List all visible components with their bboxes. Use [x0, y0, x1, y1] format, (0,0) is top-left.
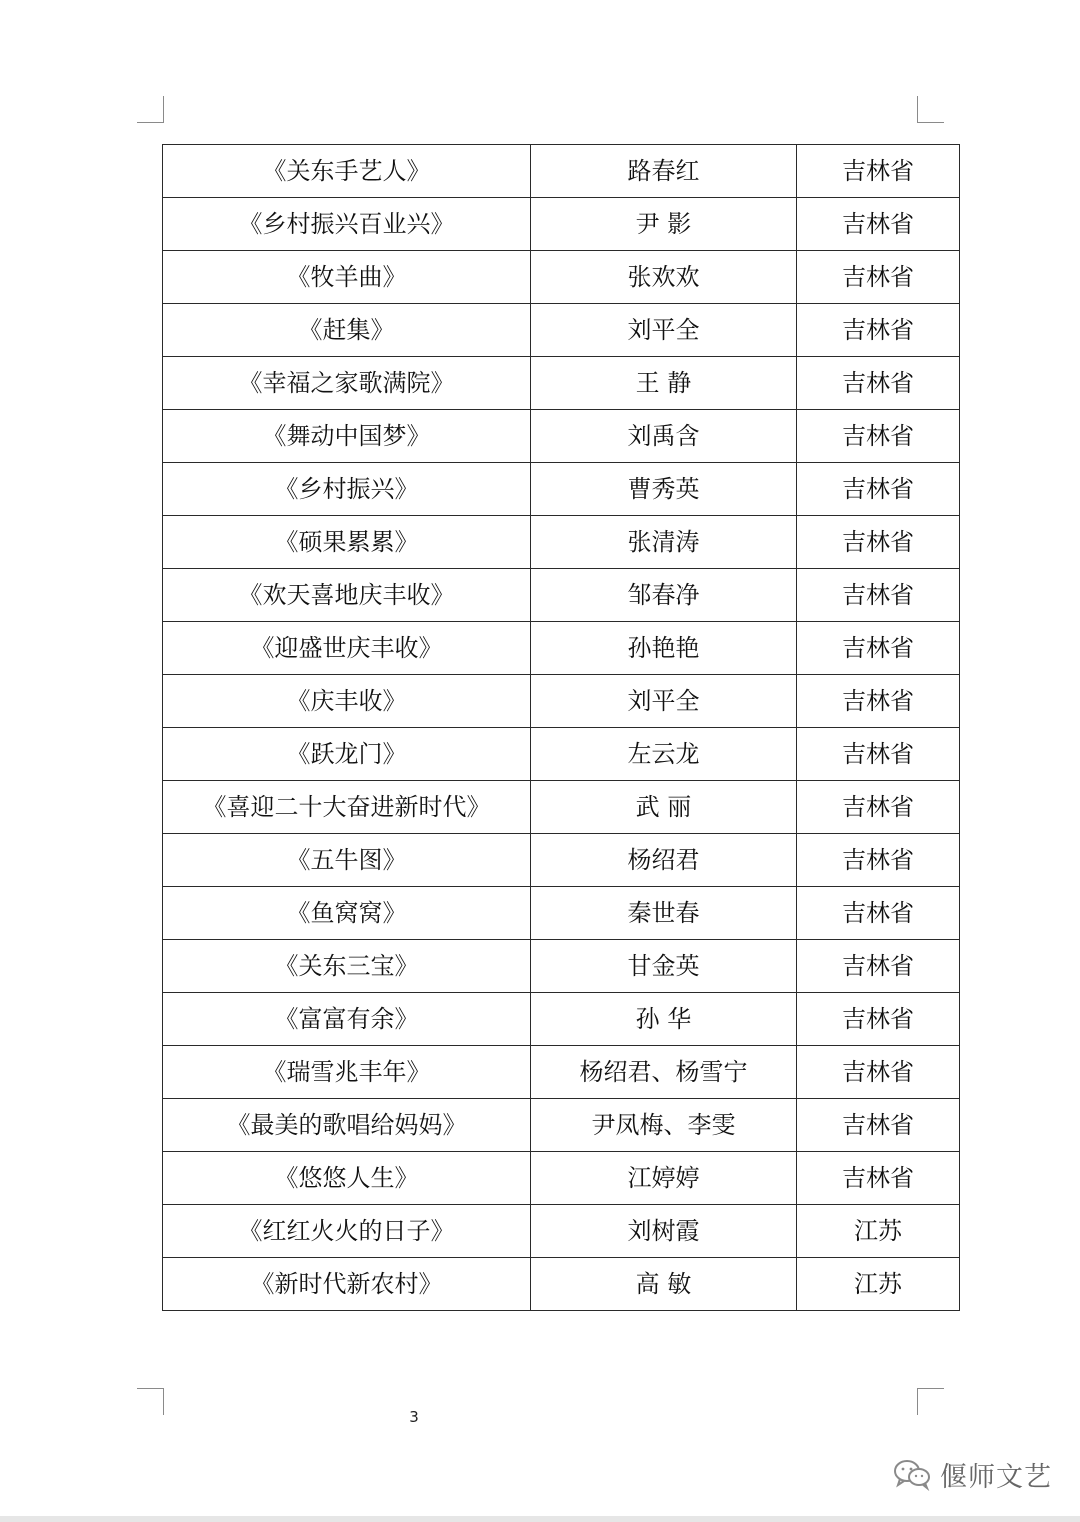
table-row — [163, 251, 960, 304]
province-cell: 吉林省 — [797, 1152, 960, 1205]
table-row — [163, 675, 960, 728]
work-title-cell: 《乡村振兴》 — [163, 463, 531, 516]
province-cell: 吉林省 — [797, 198, 960, 251]
author-cell: 尹 影 — [531, 198, 797, 251]
work-title-cell: 《新时代新农村》 — [163, 1258, 531, 1311]
province-cell: 吉林省 — [797, 675, 960, 728]
works-table-body — [163, 145, 960, 1311]
author-cell: 刘平全 — [531, 675, 797, 728]
table-row — [163, 887, 960, 940]
work-title-cell: 《关东三宝》 — [163, 940, 531, 993]
table-row — [163, 145, 960, 198]
table-row — [163, 357, 960, 410]
province-cell: 吉林省 — [797, 251, 960, 304]
work-title-cell: 《赶集》 — [163, 304, 531, 357]
table-row — [163, 728, 960, 781]
crop-mark-top-right — [917, 96, 944, 123]
province-cell: 吉林省 — [797, 463, 960, 516]
table-row — [163, 304, 960, 357]
province-cell: 吉林省 — [797, 410, 960, 463]
author-cell: 杨绍君、杨雪宁 — [531, 1046, 797, 1099]
bottom-rule — [0, 1516, 1080, 1522]
work-title-cell: 《悠悠人生》 — [163, 1152, 531, 1205]
table-row — [163, 516, 960, 569]
table-row — [163, 622, 960, 675]
author-cell: 王 静 — [531, 357, 797, 410]
province-cell: 吉林省 — [797, 569, 960, 622]
work-title-cell: 《跃龙门》 — [163, 728, 531, 781]
author-cell: 张清涛 — [531, 516, 797, 569]
province-cell: 吉林省 — [797, 993, 960, 1046]
table-row — [163, 1152, 960, 1205]
work-title-cell: 《乡村振兴百业兴》 — [163, 198, 531, 251]
table-row — [163, 834, 960, 887]
watermark — [892, 1452, 1052, 1496]
author-cell: 左云龙 — [531, 728, 797, 781]
province-cell: 吉林省 — [797, 781, 960, 834]
province-cell: 江苏 — [797, 1258, 960, 1311]
work-title-cell: 《关东手艺人》 — [163, 145, 531, 198]
table-row — [163, 781, 960, 834]
author-cell: 刘树霞 — [531, 1205, 797, 1258]
table-row — [163, 1258, 960, 1311]
author-cell: 江婷婷 — [531, 1152, 797, 1205]
province-cell: 吉林省 — [797, 1046, 960, 1099]
province-cell: 吉林省 — [797, 357, 960, 410]
work-title-cell: 《喜迎二十大奋进新时代》 — [163, 781, 531, 834]
table-row — [163, 410, 960, 463]
table-row — [163, 940, 960, 993]
crop-mark-bottom-right — [917, 1388, 944, 1415]
province-cell: 吉林省 — [797, 516, 960, 569]
author-cell: 孙 华 — [531, 993, 797, 1046]
watermark-text: 偃师文艺 — [940, 1461, 1052, 1493]
table-row — [163, 1099, 960, 1152]
work-title-cell: 《红红火火的日子》 — [163, 1205, 531, 1258]
author-cell: 甘金英 — [531, 940, 797, 993]
author-cell: 刘平全 — [531, 304, 797, 357]
table-row — [163, 993, 960, 1046]
author-cell: 刘禹含 — [531, 410, 797, 463]
province-cell: 吉林省 — [797, 1099, 960, 1152]
author-cell: 张欢欢 — [531, 251, 797, 304]
work-title-cell: 《幸福之家歌满院》 — [163, 357, 531, 410]
province-cell: 吉林省 — [797, 887, 960, 940]
work-title-cell: 《欢天喜地庆丰收》 — [163, 569, 531, 622]
author-cell: 路春红 — [531, 145, 797, 198]
table-row — [163, 569, 960, 622]
works-table — [162, 144, 960, 1311]
province-cell: 吉林省 — [797, 834, 960, 887]
province-cell: 吉林省 — [797, 304, 960, 357]
crop-mark-top-left — [137, 96, 164, 123]
work-title-cell: 《鱼窝窝》 — [163, 887, 531, 940]
province-cell: 江苏 — [797, 1205, 960, 1258]
author-cell: 杨绍君 — [531, 834, 797, 887]
table-row — [163, 1046, 960, 1099]
work-title-cell: 《迎盛世庆丰收》 — [163, 622, 531, 675]
work-title-cell: 《牧羊曲》 — [163, 251, 531, 304]
province-cell: 吉林省 — [797, 940, 960, 993]
author-cell: 曹秀英 — [531, 463, 797, 516]
author-cell: 尹凤梅、李雯 — [531, 1099, 797, 1152]
province-cell: 吉林省 — [797, 728, 960, 781]
work-title-cell: 《瑞雪兆丰年》 — [163, 1046, 531, 1099]
page-number: 3 — [409, 1408, 419, 1426]
table-row — [163, 1205, 960, 1258]
province-cell: 吉林省 — [797, 622, 960, 675]
work-title-cell: 《舞动中国梦》 — [163, 410, 531, 463]
author-cell: 孙艳艳 — [531, 622, 797, 675]
crop-mark-bottom-left — [137, 1388, 164, 1415]
work-title-cell: 《富富有余》 — [163, 993, 531, 1046]
author-cell: 高 敏 — [531, 1258, 797, 1311]
work-title-cell: 《硕果累累》 — [163, 516, 531, 569]
wechat-icon — [892, 1457, 932, 1491]
author-cell: 武 丽 — [531, 781, 797, 834]
author-cell: 秦世春 — [531, 887, 797, 940]
work-title-cell: 《庆丰收》 — [163, 675, 531, 728]
table-row — [163, 198, 960, 251]
work-title-cell: 《五牛图》 — [163, 834, 531, 887]
table-row — [163, 463, 960, 516]
work-title-cell: 《最美的歌唱给妈妈》 — [163, 1099, 531, 1152]
author-cell: 邹春净 — [531, 569, 797, 622]
province-cell: 吉林省 — [797, 145, 960, 198]
